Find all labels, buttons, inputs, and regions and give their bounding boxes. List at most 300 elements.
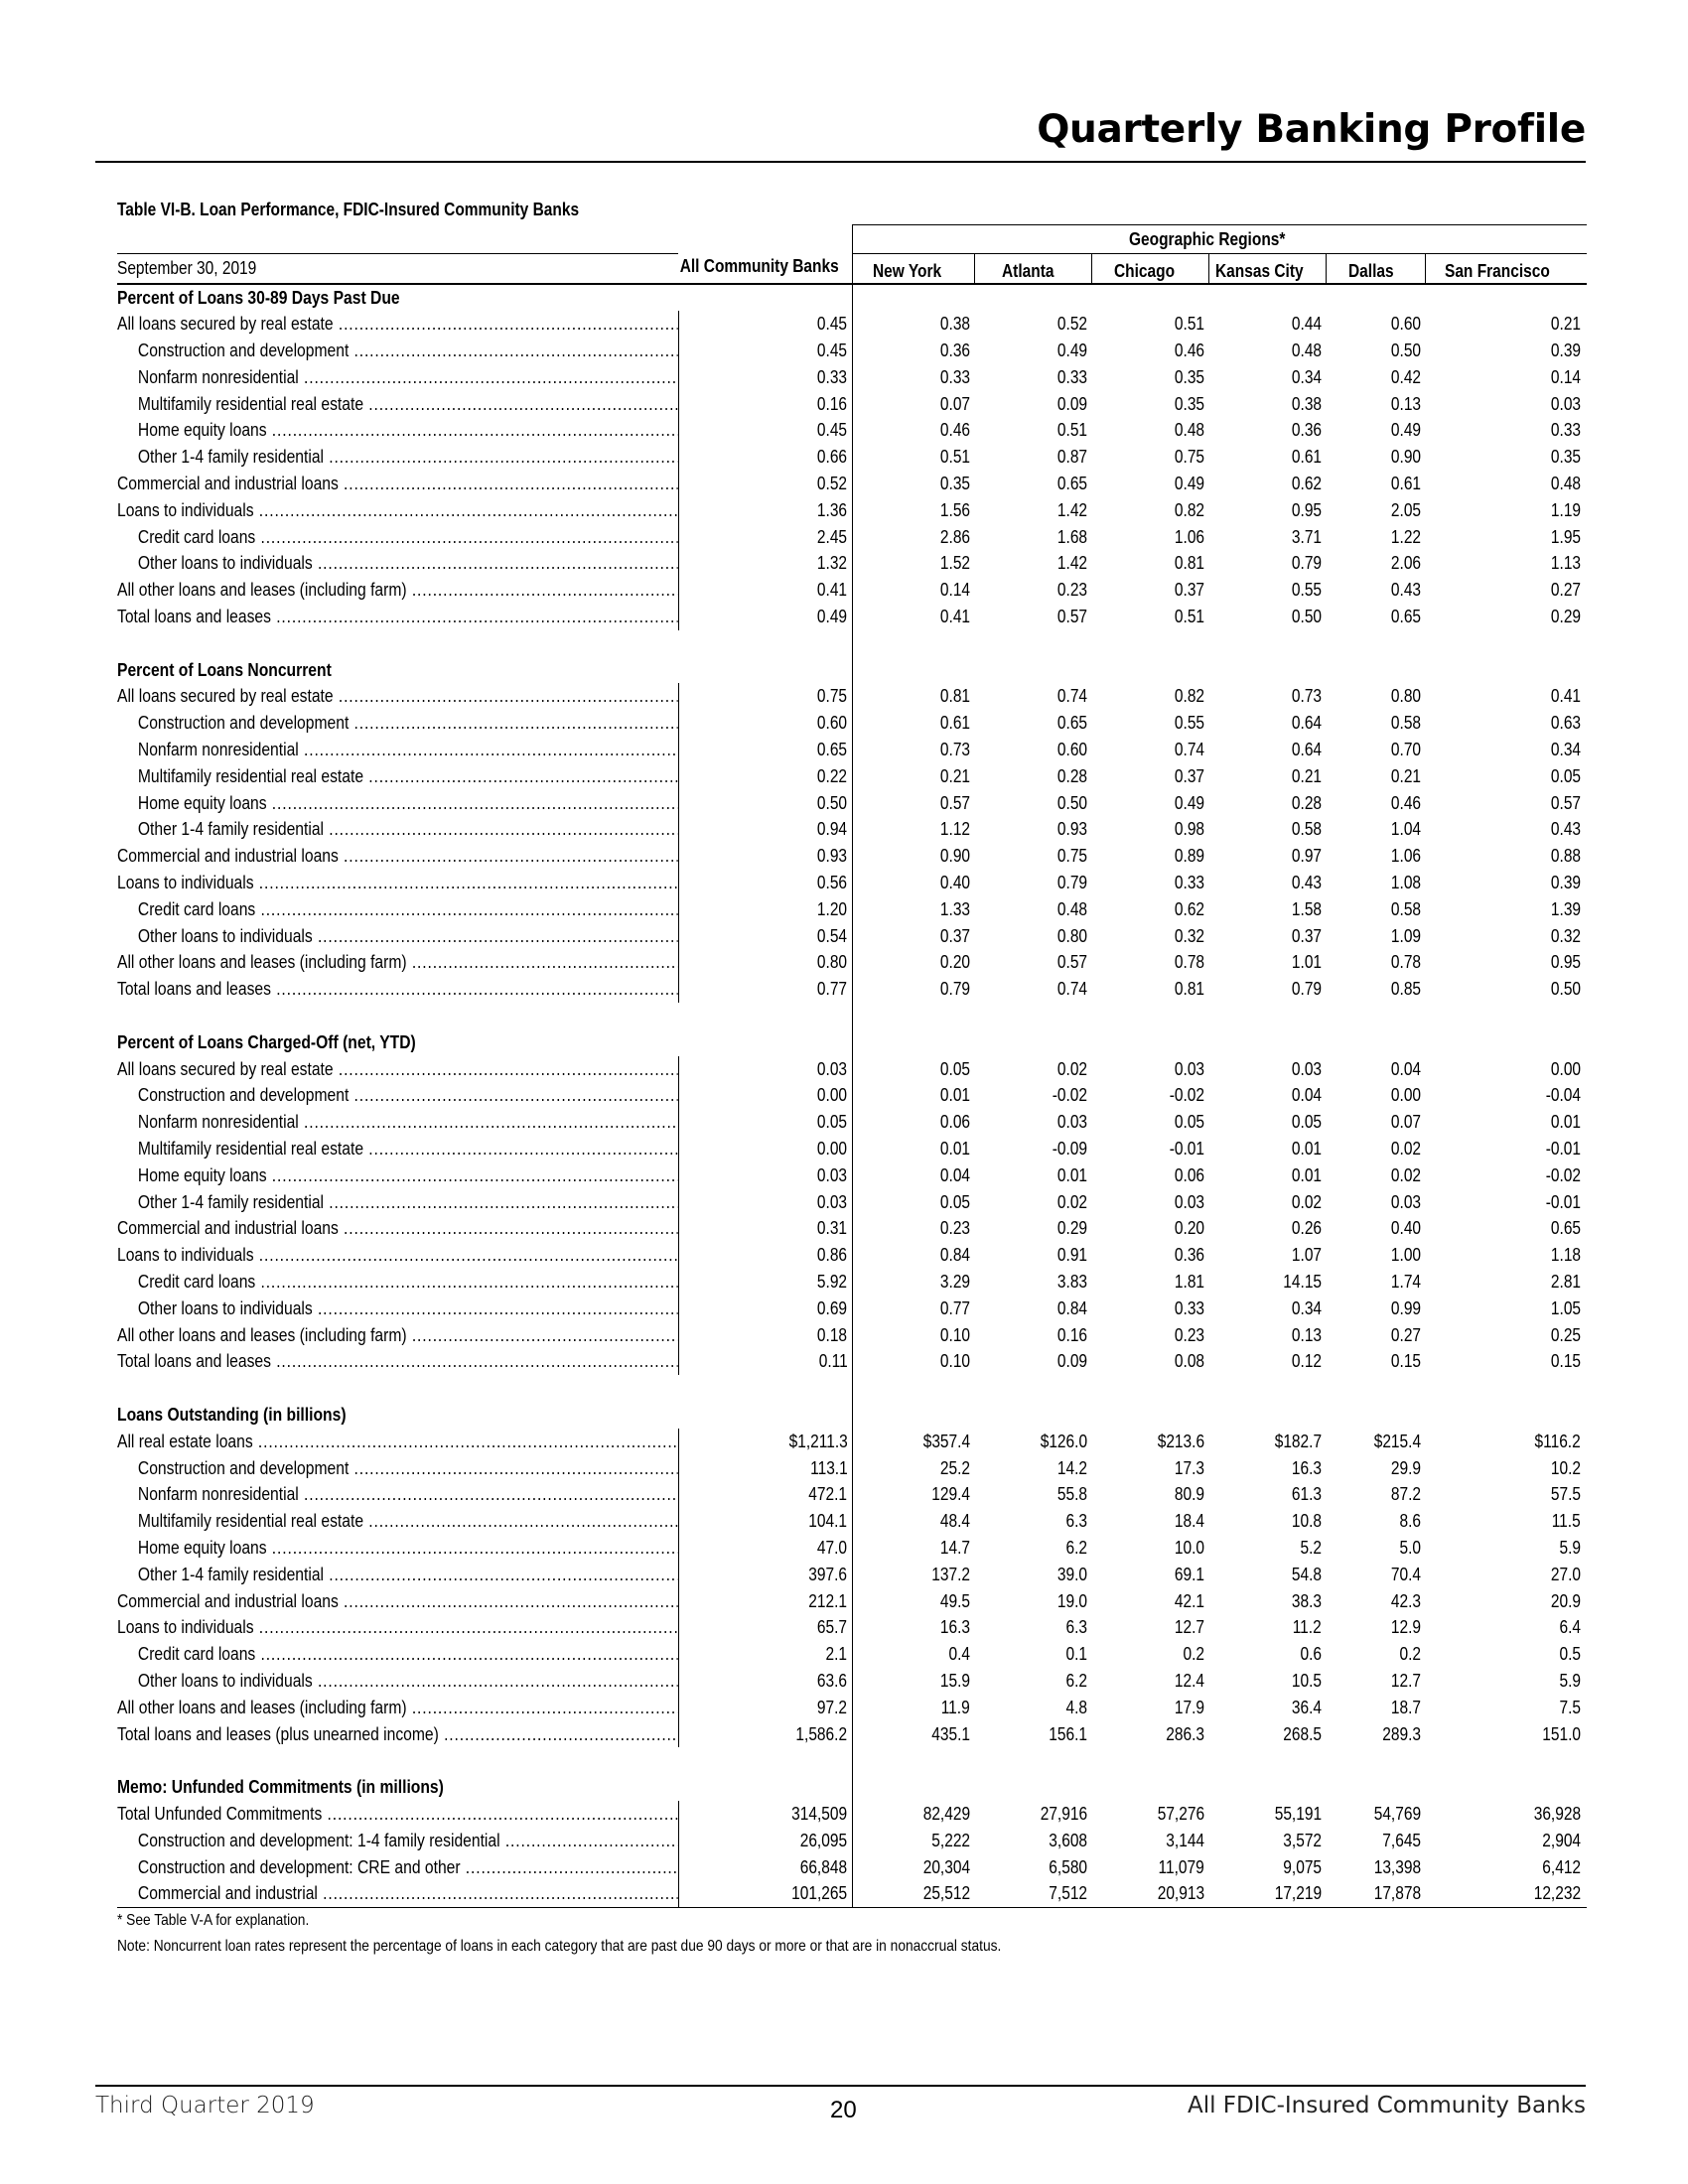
cell-chicago: 0.49 [1174,474,1204,494]
cell-atlanta: 14.2 [1056,1457,1087,1478]
cell-dallas: 0.00 [1390,1085,1421,1106]
cell-all-community-banks: 2.45 [678,524,852,551]
cell-all-community-banks: 0.56 [678,870,852,896]
cell-new-york: 0.51 [939,447,970,468]
cell-kansas-city: 0.79 [1291,979,1322,1000]
cell-chicago: 0.05 [1174,1112,1204,1133]
cell-all-community-banks: 472.1 [678,1481,852,1508]
cell-atlanta: 0.48 [1056,898,1087,919]
table-row [117,870,1587,896]
cell-new-york: 14.7 [939,1537,970,1558]
cell-dallas: 0.49 [1390,420,1421,441]
cell-atlanta: 0.65 [1056,713,1087,734]
cell-dallas: 0.03 [1390,1191,1421,1212]
cell-chicago: 80.9 [1174,1484,1204,1505]
cell-all-community-banks: 0.52 [678,471,852,497]
table-row [117,1136,1587,1162]
cell-dallas: 17,878 [1326,1880,1425,1907]
spacer-row [117,1375,1587,1402]
cell-kansas-city: 1.58 [1291,898,1322,919]
cell-all-community-banks: 0.86 [678,1242,852,1269]
cell-atlanta: 0.1 [1065,1644,1087,1665]
cell-atlanta: 0.09 [1056,393,1087,414]
cell-atlanta: 1.42 [1056,499,1087,520]
table-row [117,923,1587,950]
cell-san-francisco: 0.29 [1550,607,1582,627]
cell-chicago: 10.0 [1174,1537,1204,1558]
cell-new-york: 435.1 [931,1723,970,1744]
row-label: Commercial and industrial loans ..... [117,843,678,870]
table-row [117,1296,1587,1322]
cell-kansas-city: 5.2 [1300,1537,1322,1558]
table-row [117,1721,1587,1748]
cell-all-community-banks: 101,265 [678,1880,852,1907]
cell-new-york: 0.20 [939,952,970,973]
cell-kansas-city: 0.6 [1300,1644,1322,1665]
spacer-row [117,630,1587,657]
table-row [117,577,1587,604]
loan-performance-table [117,224,1587,1908]
cell-atlanta: 156.1 [1049,1723,1087,1744]
cell-all-community-banks: 0.45 [678,417,852,444]
cell-dallas: 0.90 [1390,447,1421,468]
cell-chicago: 0.35 [1174,393,1204,414]
cell-atlanta: -0.02 [1052,1085,1087,1106]
row-label: Nonfarm nonresidential ..... [117,1481,678,1508]
footer-publication: All FDIC-Insured Community Banks [1187,2093,1586,2118]
cell-all-community-banks: 0.65 [678,737,852,763]
cell-kansas-city: 0.55 [1291,580,1322,601]
cell-all-community-banks: 0.00 [678,1082,852,1109]
cell-new-york: $357.4 [922,1431,970,1451]
cell-kansas-city: 0.79 [1291,553,1322,574]
cell-kansas-city: 0.38 [1291,393,1322,414]
row-label: Commercial and industrial loans ..... [117,471,678,497]
cell-chicago: 3,144 [1166,1830,1204,1850]
cell-chicago: 20,913 [1091,1880,1208,1907]
cell-kansas-city: 0.13 [1291,1324,1322,1345]
table-row [117,976,1587,1003]
cell-dallas: 1.04 [1390,819,1421,840]
table-row [117,1348,1587,1375]
table-row [117,1269,1587,1296]
cell-atlanta: 0.79 [1056,873,1087,893]
table-row [117,1854,1587,1881]
cell-dallas: 0.85 [1390,979,1421,1000]
cell-chicago: 0.2 [1183,1644,1204,1665]
cell-new-york: 129.4 [931,1484,970,1505]
cell-san-francisco: 0.41 [1550,686,1582,707]
table-row [117,604,1587,630]
row-label: Construction and development ..... [117,710,678,737]
cell-dallas: 0.21 [1390,765,1421,786]
column-header-san-francisco: San Francisco [1425,254,1587,284]
cell-new-york: 0.37 [939,925,970,946]
cell-dallas: 0.43 [1390,580,1421,601]
cell-dallas: 0.07 [1390,1112,1421,1133]
cell-atlanta: 0.52 [1056,314,1087,335]
cell-san-francisco: 0.01 [1550,1112,1582,1133]
table-row [117,1880,1587,1907]
title-rule [95,161,1586,163]
cell-kansas-city: 9,075 [1283,1856,1322,1877]
cell-dallas: 0.50 [1390,341,1421,361]
section-heading-row [117,1774,1587,1801]
cell-san-francisco: -0.04 [1545,1085,1582,1106]
cell-new-york: 0.79 [939,979,970,1000]
table-row [117,1828,1587,1854]
cell-all-community-banks: 0.00 [678,1136,852,1162]
cell-all-community-banks: 0.11 [678,1348,852,1375]
row-label: All other loans and leases (including farm) ..... [117,1322,678,1349]
cell-atlanta: 6.3 [1065,1617,1087,1638]
cell-new-york: 0.38 [939,314,970,335]
cell-new-york: 5,222 [931,1830,970,1850]
row-label: Multifamily residential real estate ..... [117,391,678,418]
cell-atlanta: 0.74 [1056,686,1087,707]
cell-all-community-banks: 2.1 [678,1641,852,1668]
cell-chicago: 0.48 [1174,420,1204,441]
cell-all-community-banks: 0.77 [678,976,852,1003]
table-row [117,1215,1587,1242]
cell-san-francisco: 1.19 [1550,499,1582,520]
cell-dallas: 12.9 [1390,1617,1421,1638]
cell-atlanta: $126.0 [1040,1431,1087,1451]
cell-dallas: 0.58 [1390,713,1421,734]
row-label: Construction and development ..... [117,338,678,364]
cell-atlanta: 0.01 [1056,1164,1087,1185]
page-title: Quarterly Banking Profile [1037,107,1586,152]
cell-new-york: 0.84 [939,1245,970,1266]
row-label: Other 1-4 family residential ..... [117,816,678,843]
row-label: All loans secured by real estate ..... [117,311,678,338]
row-label: Commercial and industrial loans ..... [117,1588,678,1615]
cell-dallas: 0.46 [1390,792,1421,813]
cell-san-francisco: 0.21 [1550,314,1582,335]
row-label: All other loans and leases (including farm) ..... [117,577,678,604]
row-label: All real estate loans ..... [117,1429,678,1455]
table-row [117,1508,1587,1535]
cell-san-francisco: 151.0 [1542,1723,1582,1744]
cell-new-york: 1.12 [939,819,970,840]
cell-all-community-banks: 26,095 [678,1828,852,1854]
cell-atlanta: 3.83 [1056,1271,1087,1292]
row-label: Home equity loans ..... [117,1162,678,1189]
table-row [117,338,1587,364]
row-label: Nonfarm nonresidential ..... [117,1109,678,1136]
cell-new-york: 0.35 [939,474,970,494]
cell-all-community-banks: 1,586.2 [678,1721,852,1748]
section-title: Percent of Loans Noncurrent [117,659,332,680]
cell-all-community-banks: 314,509 [678,1801,852,1828]
cell-new-york: 0.77 [939,1297,970,1318]
cell-all-community-banks: 97.2 [678,1695,852,1721]
cell-chicago: 0.62 [1174,898,1204,919]
cell-atlanta: 19.0 [1056,1590,1087,1611]
cell-kansas-city: 0.64 [1291,740,1322,760]
row-label: Multifamily residential real estate ..... [117,1136,678,1162]
cell-chicago: 0.20 [1174,1218,1204,1239]
cell-all-community-banks: 0.49 [678,604,852,630]
cell-chicago: 0.75 [1174,447,1204,468]
table-row [117,683,1587,710]
cell-new-york: 0.46 [939,420,970,441]
cell-new-york: 48.4 [939,1511,970,1532]
cell-chicago: 0.74 [1174,740,1204,760]
row-label: Credit card loans ..... [117,896,678,923]
cell-chicago: 17.3 [1174,1457,1204,1478]
table-body [117,284,1587,1908]
footer-quarter: Third Quarter 2019 [95,2093,315,2118]
cell-all-community-banks: 113.1 [678,1455,852,1482]
cell-chicago: 42.1 [1174,1590,1204,1611]
cell-new-york: 0.05 [939,1058,970,1079]
cell-all-community-banks: 0.75 [678,683,852,710]
row-label: Nonfarm nonresidential ..... [117,364,678,391]
table-row [117,1562,1587,1588]
cell-dallas: 70.4 [1390,1564,1421,1584]
cell-all-community-banks: 0.54 [678,923,852,950]
cell-atlanta: 0.09 [1056,1351,1087,1372]
row-label: Other loans to individuals ..... [117,550,678,577]
cell-chicago: 0.03 [1174,1058,1204,1079]
cell-dallas: 1.09 [1390,925,1421,946]
cell-kansas-city: 0.44 [1291,314,1322,335]
cell-chicago: 0.51 [1174,314,1204,335]
cell-kansas-city: 1.01 [1291,952,1322,973]
cell-san-francisco: 6,412 [1542,1856,1582,1877]
table-row [117,790,1587,817]
cell-all-community-banks: 65.7 [678,1614,852,1641]
cell-all-community-banks: 0.03 [678,1056,852,1083]
cell-new-york: 0.04 [939,1164,970,1185]
cell-all-community-banks: 0.45 [678,338,852,364]
cell-dallas: 0.02 [1390,1139,1421,1159]
cell-atlanta: 0.84 [1056,1297,1087,1318]
cell-atlanta: 39.0 [1056,1564,1087,1584]
cell-new-york: 0.73 [939,740,970,760]
cell-atlanta: 0.03 [1056,1112,1087,1133]
cell-dallas: 7,645 [1382,1830,1421,1850]
cell-new-york: 1.52 [939,553,970,574]
cell-new-york: 25,512 [852,1880,974,1907]
cell-atlanta: 0.65 [1056,474,1087,494]
table-row [117,1082,1587,1109]
row-label: Construction and development: CRE and other ..... [117,1854,678,1881]
row-label: Credit card loans ..... [117,1641,678,1668]
cell-all-community-banks: 0.18 [678,1322,852,1349]
cell-all-community-banks: 0.66 [678,444,852,471]
cell-kansas-city: 61.3 [1291,1484,1322,1505]
date-label: September 30, 2019 [117,254,678,284]
cell-dallas: 12.7 [1390,1670,1421,1691]
cell-kansas-city: 0.12 [1291,1351,1322,1372]
cell-all-community-banks: 1.20 [678,896,852,923]
cell-all-community-banks: 0.03 [678,1189,852,1216]
row-label: Credit card loans ..... [117,524,678,551]
table-row [117,311,1587,338]
cell-all-community-banks: 0.03 [678,1162,852,1189]
table-row [117,1189,1587,1216]
cell-atlanta: 0.02 [1056,1058,1087,1079]
cell-dallas: 0.80 [1390,686,1421,707]
cell-atlanta: 4.8 [1065,1697,1087,1717]
cell-san-francisco: 2.81 [1550,1271,1582,1292]
cell-kansas-city: 0.61 [1291,447,1322,468]
table-row [117,737,1587,763]
cell-kansas-city: 0.62 [1291,474,1322,494]
table-row [117,550,1587,577]
table-row [117,1668,1587,1695]
cell-new-york: 0.23 [939,1218,970,1239]
cell-dallas: 1.08 [1390,873,1421,893]
cell-dallas: 13,398 [1373,1856,1421,1877]
cell-new-york: 11.9 [941,1697,970,1717]
cell-new-york: 0.07 [939,393,970,414]
row-label: Home equity loans ..... [117,417,678,444]
cell-new-york: 0.33 [939,366,970,387]
column-header-atlanta: Atlanta [974,254,1091,284]
table-row [117,444,1587,471]
cell-chicago: 69.1 [1174,1564,1204,1584]
cell-chicago: 0.06 [1174,1164,1204,1185]
cell-san-francisco: 7.5 [1559,1697,1582,1717]
cell-dallas: 2.06 [1390,553,1421,574]
cell-dallas: 289.3 [1382,1723,1421,1744]
cell-kansas-city: 0.34 [1291,366,1322,387]
table-row [117,816,1587,843]
table-row [117,1695,1587,1721]
cell-san-francisco: 1.05 [1550,1297,1582,1318]
cell-all-community-banks: 1.36 [678,497,852,524]
row-label: Commercial and industrial ..... [117,1880,678,1907]
cell-chicago: 0.37 [1174,765,1204,786]
cell-atlanta: 6,580 [1049,1856,1087,1877]
cell-kansas-city: 0.36 [1291,420,1322,441]
cell-new-york: 0.01 [939,1085,970,1106]
cell-san-francisco: 6.4 [1559,1617,1582,1638]
cell-dallas: 0.04 [1390,1058,1421,1079]
cell-atlanta: 0.50 [1056,792,1087,813]
cell-chicago: -0.02 [1169,1085,1204,1106]
cell-atlanta: 0.02 [1056,1191,1087,1212]
cell-chicago: 0.32 [1174,925,1204,946]
row-label: Credit card loans ..... [117,1269,678,1296]
cell-new-york: 0.05 [939,1191,970,1212]
cell-san-francisco: 0.65 [1550,1218,1582,1239]
cell-atlanta: 3,608 [1049,1830,1087,1850]
cell-all-community-banks: 0.80 [678,949,852,976]
cell-chicago: 11,079 [1158,1856,1204,1877]
cell-kansas-city: 0.01 [1291,1164,1322,1185]
cell-dallas: 42.3 [1390,1590,1421,1611]
cell-dallas: 0.61 [1390,474,1421,494]
cell-chicago: 0.33 [1174,1297,1204,1318]
row-label: Other loans to individuals ..... [117,923,678,950]
cell-kansas-city: 0.03 [1291,1058,1322,1079]
table-row [117,1109,1587,1136]
cell-kansas-city: 0.48 [1291,341,1322,361]
cell-dallas: 0.27 [1390,1324,1421,1345]
column-header-dallas: Dallas [1326,254,1425,284]
cell-new-york: 0.40 [939,873,970,893]
cell-kansas-city: 0.28 [1291,792,1322,813]
cell-new-york: 0.01 [939,1139,970,1159]
cell-kansas-city: 0.37 [1291,925,1322,946]
cell-kansas-city: 0.58 [1291,819,1322,840]
row-label: Other 1-4 family residential ..... [117,444,678,471]
cell-san-francisco: -0.02 [1545,1164,1582,1185]
cell-all-community-banks: $1,211.3 [678,1429,852,1455]
cell-kansas-city: 10.8 [1291,1511,1322,1532]
cell-kansas-city: 0.02 [1291,1191,1322,1212]
cell-kansas-city: 10.5 [1291,1670,1322,1691]
cell-dallas: 5.0 [1399,1537,1421,1558]
row-label: Construction and development ..... [117,1455,678,1482]
cell-kansas-city: 14.15 [1283,1271,1322,1292]
row-label: All loans secured by real estate ..... [117,1056,678,1083]
table-row [117,1801,1587,1828]
cell-dallas: 0.13 [1390,393,1421,414]
footnote-regions: * See Table V-A for explanation. [117,1912,310,1929]
cell-kansas-city: 0.21 [1291,765,1322,786]
cell-san-francisco: 0.34 [1550,740,1582,760]
cell-atlanta: 0.74 [1056,979,1087,1000]
cell-atlanta: 27,916 [1040,1803,1087,1824]
cell-san-francisco: $116.2 [1534,1431,1582,1451]
row-label: Total loans and leases ..... [117,1348,678,1375]
cell-all-community-banks: 397.6 [678,1562,852,1588]
cell-all-community-banks: 0.60 [678,710,852,737]
header-row-columns [117,254,1587,284]
cell-san-francisco: 11.5 [1552,1511,1582,1532]
cell-kansas-city: 11.2 [1293,1617,1322,1638]
spacer-row [117,1003,1587,1029]
cell-chicago: 12.4 [1174,1670,1204,1691]
cell-chicago: 0.37 [1174,580,1204,601]
cell-san-francisco: 5.9 [1559,1537,1582,1558]
cell-atlanta: -0.09 [1052,1139,1087,1159]
cell-all-community-banks: 0.41 [678,577,852,604]
cell-san-francisco: 1.18 [1550,1245,1582,1266]
cell-chicago: 0.49 [1174,792,1204,813]
row-label: All loans secured by real estate ..... [117,683,678,710]
cell-dallas: 2.05 [1390,499,1421,520]
cell-chicago: 0.51 [1174,607,1204,627]
cell-all-community-banks: 104.1 [678,1508,852,1535]
cell-dallas: 1.22 [1390,526,1421,547]
cell-all-community-banks: 0.05 [678,1109,852,1136]
cell-chicago: 1.81 [1174,1271,1204,1292]
cell-san-francisco: 0.05 [1550,765,1582,786]
table-row [117,1481,1587,1508]
table-caption: Table VI-B. Loan Performance, FDIC-Insured Community Banks [117,200,580,219]
cell-all-community-banks: 0.33 [678,364,852,391]
cell-new-york: 1.56 [939,499,970,520]
cell-atlanta: 0.16 [1056,1324,1087,1345]
cell-kansas-city: 0.50 [1291,607,1322,627]
cell-chicago: 0.82 [1174,686,1204,707]
cell-chicago: 0.23 [1174,1324,1204,1345]
section-title: Percent of Loans Charged-Off (net, YTD) [117,1031,416,1052]
section-heading-row [117,657,1587,684]
table-row [117,843,1587,870]
cell-chicago: 0.03 [1174,1191,1204,1212]
cell-san-francisco: 0.15 [1550,1351,1582,1372]
cell-san-francisco: 5.9 [1559,1670,1582,1691]
cell-atlanta: 0.33 [1056,366,1087,387]
section-heading-row [117,1029,1587,1056]
